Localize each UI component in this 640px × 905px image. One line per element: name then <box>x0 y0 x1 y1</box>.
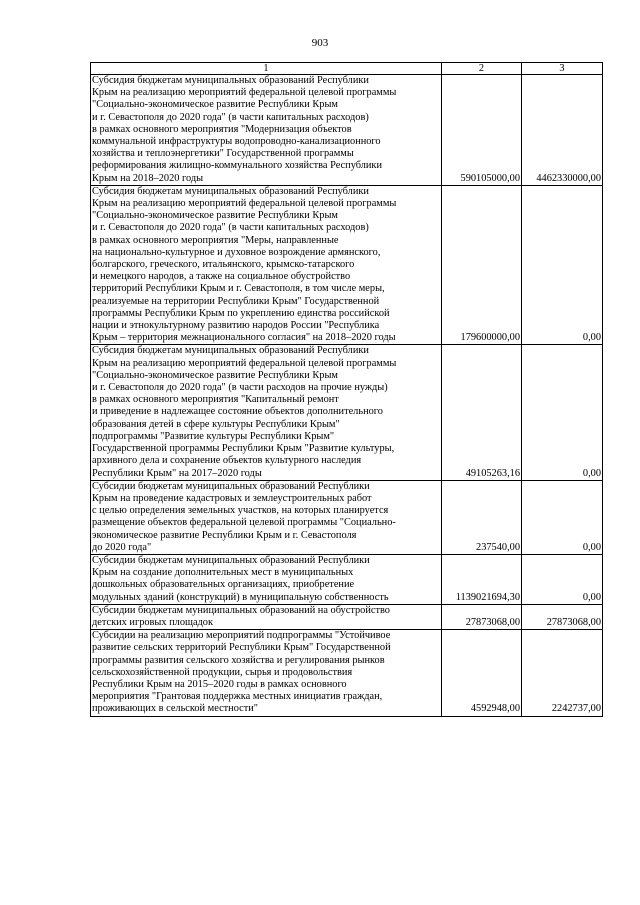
description-line: коммунальной инфраструктуры водопроводно-канализационного <box>92 136 381 148</box>
table-row <box>91 480 603 554</box>
description-line: экономическое развитие Республики Крым и г. Севастополя <box>92 529 357 541</box>
amount-column-3: 2242737,00 <box>522 630 603 716</box>
description-line: образования детей в сфере культуры Республики Крым" <box>92 418 340 430</box>
description-line: программы развития сельского хозяйства и регулирования рынков <box>92 654 385 666</box>
row-description <box>91 345 442 480</box>
description-line: модульных зданий (конструкций) в муниципальную собственность <box>92 591 389 603</box>
description-line: в рамках основного мероприятия "Модернизация объектов <box>92 123 352 135</box>
row-description <box>91 630 442 716</box>
amount-column-3: 0,00 <box>522 554 603 604</box>
budget-table <box>90 62 603 717</box>
description-line: размещение объектов федеральной целевой программы "Социально- <box>92 517 396 529</box>
description-line: Республики Крым" на 2017–2020 годы <box>92 467 262 479</box>
description-line: Крым на реализацию мероприятий федеральной целевой программы <box>92 87 397 99</box>
table-row <box>91 185 603 345</box>
table-header-row <box>91 63 603 75</box>
row-description <box>91 185 442 345</box>
amount-column-3: 27873068,00 <box>522 604 603 629</box>
description-line: на национально-культурное и духовное возрождение армянского, <box>92 246 381 258</box>
table-body <box>91 75 603 717</box>
description-line: детских игровых площадок <box>92 616 214 628</box>
column-header-2: 2 <box>442 63 522 75</box>
description-line: сельскохозяйственной продукции, сырья и продовольствия <box>92 666 353 678</box>
amount-column-2: 4592948,00 <box>442 630 522 716</box>
amount-column-3: 4462330000,00 <box>522 75 603 186</box>
description-line: и г. Севастополя до 2020 года" (в части расходов на прочие нужды) <box>92 382 388 394</box>
amount-column-2: 1139021694,30 <box>442 554 522 604</box>
row-description <box>91 604 442 629</box>
description-line: Крым на создание дополнительных мест в муниципальных <box>92 567 354 579</box>
description-line: Субсидии бюджетам муниципальных образований Республики <box>92 480 370 492</box>
description-line: и немецкого народов, а также на социальное обустройство <box>92 271 351 283</box>
row-description <box>91 480 442 554</box>
description-line: архивного дела и сохранение объектов культурного наследия <box>92 455 362 467</box>
description-line: мероприятия "Грантовая поддержка местных инициатив граждан, <box>92 691 383 703</box>
description-line: Крым на проведение кадастровых и землеустроительных работ <box>92 492 372 504</box>
description-line: Крым на реализацию мероприятий федеральной целевой программы <box>92 357 397 369</box>
amount-column-3: 0,00 <box>522 185 603 345</box>
description-line: программы Республики Крым по укреплению единства российской <box>92 307 390 319</box>
description-line: хозяйства и теплоэнергетики" Государственной программы <box>92 148 354 160</box>
table-row <box>91 554 603 604</box>
description-line: "Социально-экономическое развитие Республики Крым <box>92 210 338 222</box>
description-line: Субсидии бюджетам муниципальных образований на обустройство <box>92 604 390 616</box>
description-line: Субсидия бюджетам муниципальных образований Республики <box>92 75 369 86</box>
amount-column-2: 179600000,00 <box>442 185 522 345</box>
page-number: 903 <box>311 37 329 49</box>
description-line: проживающих в сельской местности" <box>92 703 259 715</box>
description-line: Крым на реализацию мероприятий федеральной целевой программы <box>92 198 397 210</box>
amount-column-3: 0,00 <box>522 345 603 480</box>
description-line: дошкольных образовательных организациях, приобретение <box>92 579 355 591</box>
column-header-3: 3 <box>522 63 603 75</box>
description-line: и г. Севастополя до 2020 года" (в части капитальных расходов) <box>92 111 369 123</box>
amount-column-3: 0,00 <box>522 480 603 554</box>
description-line: Крым – территория межнационального согласия" на 2018–2020 годы <box>92 332 396 344</box>
description-line: Республики Крым на 2015–2020 годы в рамках основного <box>92 678 347 690</box>
row-description <box>91 75 442 186</box>
description-line: и приведение в надлежащее состояние объектов дополнительного <box>92 406 383 418</box>
description-line: в рамках основного мероприятия "Капитальный ремонт <box>92 394 339 406</box>
description-line: Субсидии на реализацию мероприятий подпрограммы "Устойчивое <box>92 630 391 642</box>
table-row <box>91 630 603 716</box>
table-row <box>91 604 603 629</box>
description-line: подпрограммы "Развитие культуры Республики Крым" <box>92 430 335 442</box>
column-header-1: 1 <box>91 63 442 75</box>
description-line: Субсидия бюджетам муниципальных образований Республики <box>92 185 369 197</box>
description-line: "Социально-экономическое развитие Республики Крым <box>92 99 338 111</box>
description-line: до 2020 года" <box>92 541 152 553</box>
description-line: развитие сельских территорий Республики Крым" Государственной <box>92 642 391 654</box>
description-line: территорий Республики Крым и г. Севастополя, в том числе меры, <box>92 283 385 295</box>
description-line: Субсидии бюджетам муниципальных образований Республики <box>92 554 370 566</box>
description-line: Государственной программы Республики Крым "Развитие культуры, <box>92 443 395 455</box>
amount-column-2: 237540,00 <box>442 480 522 554</box>
description-line: нации и этнокультурному развитию народов России "Республика <box>92 320 380 332</box>
description-line: "Социально-экономическое развитие Республики Крым <box>92 369 338 381</box>
description-line: болгарского, греческого, итальянского, крымско-татарского <box>92 259 355 271</box>
amount-column-2: 590105000,00 <box>442 75 522 186</box>
description-line: с целью определения земельных участков, на которых планируется <box>92 505 389 517</box>
row-description <box>91 554 442 604</box>
description-line: реформирования жилищно-коммунального хозяйства Республики <box>92 160 382 172</box>
description-line: Крым на 2018–2020 годы <box>92 172 204 184</box>
description-line: в рамках основного мероприятия "Меры, направленные <box>92 234 339 246</box>
table-row <box>91 75 603 186</box>
amount-column-2: 27873068,00 <box>442 604 522 629</box>
description-line: реализуемые на территории Республики Крым" Государственной <box>92 295 380 307</box>
table-row <box>91 345 603 480</box>
description-line: Субсидия бюджетам муниципальных образований Республики <box>92 345 369 357</box>
amount-column-2: 49105263,16 <box>442 345 522 480</box>
description-line: и г. Севастополя до 2020 года" (в части капитальных расходов) <box>92 222 369 234</box>
